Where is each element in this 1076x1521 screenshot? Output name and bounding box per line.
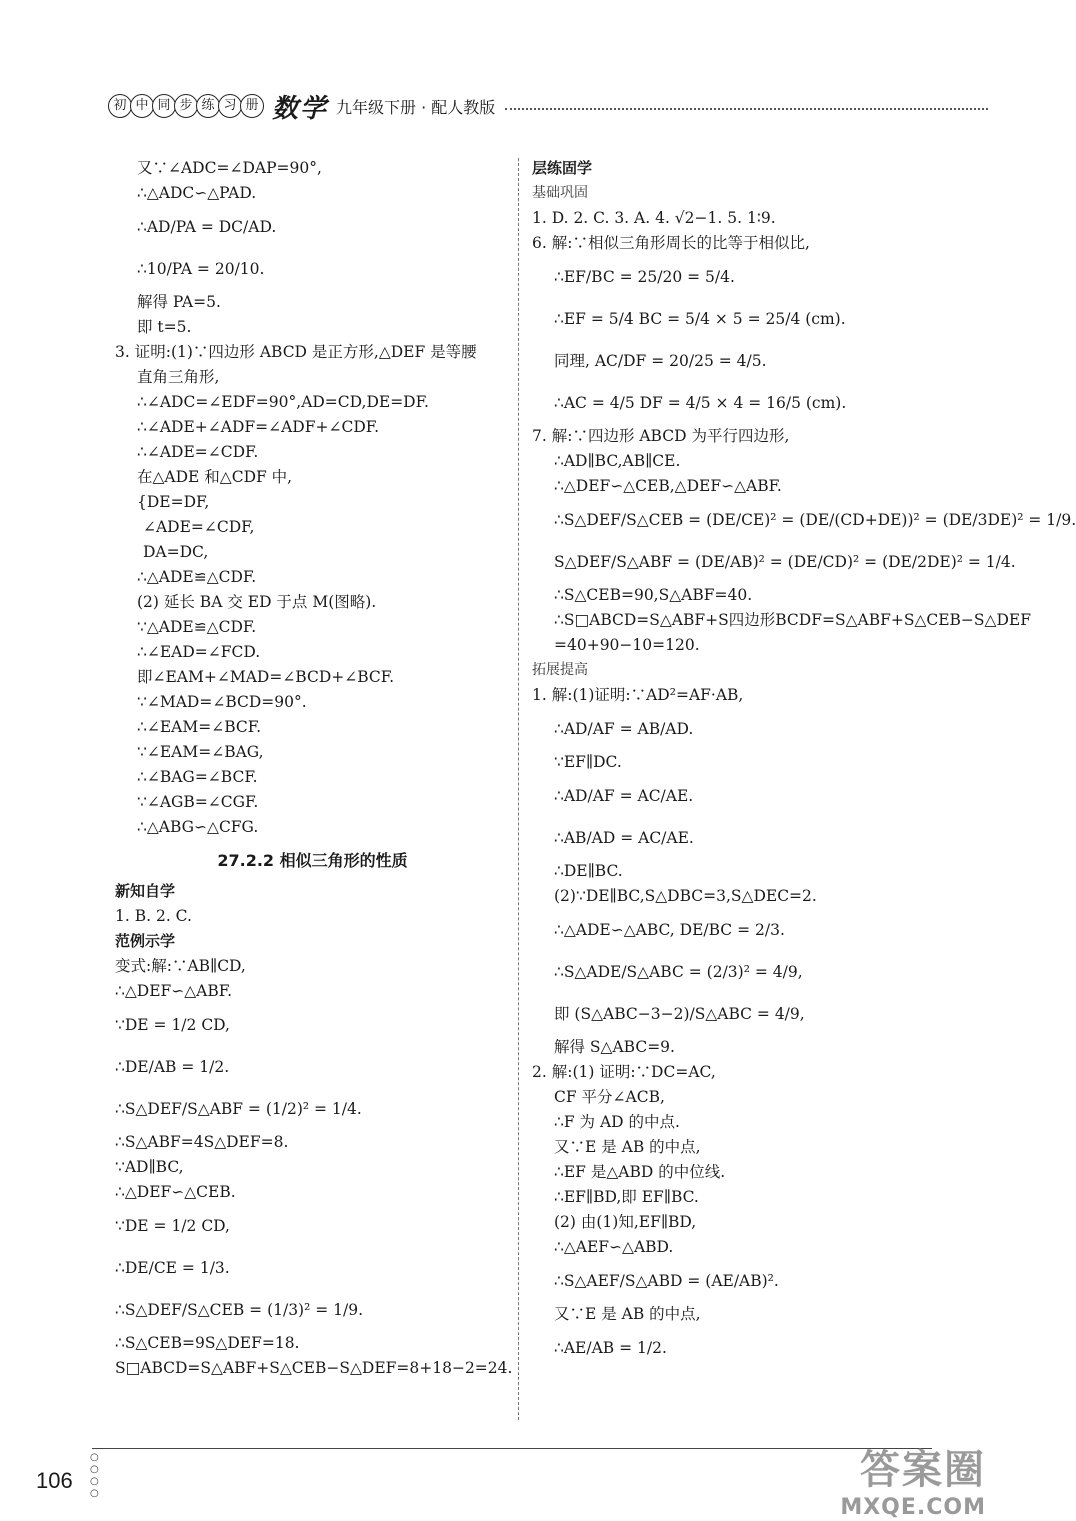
text-line: ∴△DEF∽△CEB. [115, 1183, 236, 1201]
text-line: 6. 解:∵相似三角形周长的比等于相似比, [532, 234, 810, 252]
text-line: 变式:解:∵AB∥CD, [115, 957, 246, 975]
text-line: ∴S△CEB=9S△DEF=18. [115, 1334, 300, 1352]
formula-line: ∴AC = 4/5 DF = 4/5 × 4 = 16/5 (cm). [554, 393, 847, 412]
text-line: 解得 PA=5. [137, 293, 221, 311]
text-line: ∴S△ABF=4S△DEF=8. [115, 1133, 289, 1151]
page-number: 106 [36, 1468, 73, 1493]
text-line: 即∠EAM+∠MAD=∠BCD+∠BCF. [137, 668, 395, 686]
series-char: 练 [196, 94, 220, 118]
formula-line: 即 (S△ABC−3−2)/S△ABC = 4/9, [554, 1004, 805, 1023]
text-line: 1. B. 2. C. [115, 907, 192, 925]
text-line: ∴∠EAM=∠BCF. [137, 718, 262, 736]
series-char: 同 [152, 94, 176, 118]
series-char: 习 [218, 94, 242, 118]
brace-line: {DE=DF, [137, 493, 210, 511]
formula-line: ∴EF = 5/4 BC = 5/4 × 5 = 25/4 (cm). [554, 309, 846, 328]
text-line: =40+90−10=120. [554, 636, 700, 654]
text-line: 又∵∠ADC=∠DAP=90°, [137, 159, 322, 177]
formula-line: ∵DE = 1/2 CD, [115, 1216, 230, 1235]
right-column [532, 156, 1076, 1369]
subsection-heading: 拓展提高 [532, 662, 588, 678]
formula-line: ∴S△AEF/S△ABD = (AE/AB)². [554, 1271, 779, 1290]
formula-line: ∴DE/CE = 1/3. [115, 1258, 230, 1277]
text-line: ∵∠AGB=∠CGF. [137, 793, 259, 811]
text-line: 2. 解:(1) 证明:∵DC=AC, [532, 1063, 716, 1081]
text-line: ∴DE∥BC. [554, 862, 623, 880]
text-line: ∴EF∥BD,即 EF∥BC. [554, 1188, 699, 1206]
formula-line: ∴S△ADE/S△ABC = (2/3)² = 4/9, [554, 962, 803, 981]
text-line: ∵∠MAD=∠BCD=90°. [137, 693, 307, 711]
series-char: 初 [108, 94, 132, 118]
page-number-dots: ○ ○ ○ ○ [90, 1452, 99, 1499]
text-line: ∵EF∥DC. [554, 753, 622, 771]
formula-line: ∴AD/AF = AB/AD. [554, 719, 694, 738]
series-title [108, 94, 262, 118]
text-line: CF 平分∠ACB, [554, 1088, 665, 1106]
series-char: 步 [174, 94, 198, 118]
subsection-heading: 基础巩固 [532, 185, 588, 201]
text-line: ∴△ADC∽△PAD. [137, 184, 257, 202]
formula-line: ∵DE = 1/2 CD, [115, 1015, 230, 1034]
subject-title: 数学 [272, 93, 329, 124]
text-line: ∵AD∥BC, [115, 1158, 184, 1176]
formula-line: ∴AE/AB = 1/2. [554, 1338, 667, 1357]
formula-line: ∴S△DEF/S△CEB = (DE/CE)² = (DE/(CD+DE))² = (DE/3DE)² = 1/9. [554, 510, 1076, 529]
text-line: (2) 由(1)知,EF∥BD, [554, 1213, 697, 1231]
formula-line: ∴△ADE∽△ABC, DE/BC = 2/3. [554, 920, 785, 939]
brace-line: DA=DC, [143, 543, 209, 561]
formula-line: ∴10/PA = 20/10. [137, 259, 265, 278]
text-line: ∴△DEF∽△CEB,△DEF∽△ABF. [554, 477, 782, 495]
formula-line: ∴AD/PA = DC/AD. [137, 217, 277, 236]
text-line: (2)∵DE∥BC,S△DBC=3,S△DEC=2. [554, 887, 817, 905]
footer-rule [92, 1448, 932, 1449]
text-line: (2) 延长 BA 交 ED 于点 M(图略). [137, 593, 377, 611]
text-line: ∵△ADE≌△CDF. [137, 618, 257, 636]
text-line: ∴∠ADE=∠CDF. [137, 443, 259, 461]
text-line: 1. 解:(1)证明:∵AD²=AF·AB, [532, 686, 744, 704]
text-line: ∴△ADE≌△CDF. [137, 568, 257, 586]
text-line: S□ABCD=S△ABF+S△CEB−S△DEF=8+18−2=24. [115, 1359, 513, 1377]
text-line: 在△ADE 和△CDF 中, [137, 468, 293, 486]
text-line: ∴AD∥BC,AB∥CE. [554, 452, 681, 470]
text-line: 即 t=5. [137, 318, 192, 336]
column-divider [518, 158, 519, 1420]
text-line: ∴∠BAG=∠BCF. [137, 768, 258, 786]
brace-line: ∠ADE=∠CDF, [143, 518, 255, 536]
formula-line: ∴DE/AB = 1/2. [115, 1057, 230, 1076]
watermark-url: MXQE.COM [840, 1495, 986, 1520]
text-line: 又∵E 是 AB 的中点, [554, 1138, 701, 1156]
left-column [115, 156, 513, 1381]
text-line: ∵∠EAM=∠BAG, [137, 743, 264, 761]
page-header [108, 88, 988, 124]
section-heading: 范例示学 [115, 932, 176, 950]
section-heading: 层练固学 [532, 159, 593, 177]
text-line: ∴△DEF∽△ABF. [115, 982, 233, 1000]
formula-line: ∴S△DEF/S△ABF = (1/2)² = 1/4. [115, 1099, 362, 1118]
text-line: ∴EF 是△ABD 的中位线. [554, 1163, 726, 1181]
text-line: ∴S△CEB=90,S△ABF=40. [554, 586, 753, 604]
header-dotted-rule [505, 107, 988, 110]
text-line: 1. D. 2. C. 3. A. 4. √2−1. 5. 1∶9. [532, 209, 776, 227]
formula-line: S△DEF/S△ABF = (DE/AB)² = (DE/CD)² = (DE/2DE)² = 1/4. [554, 552, 1016, 571]
text-line: ∴△ABG∽△CFG. [137, 818, 259, 836]
edition-label: 九年级下册 · 配人教版 [336, 97, 496, 117]
text-line: ∴F 为 AD 的中点. [554, 1113, 680, 1131]
series-char: 中 [130, 94, 154, 118]
formula-line: 同理, AC/DF = 20/25 = 4/5. [554, 351, 767, 370]
text-line: ∴∠ADC=∠EDF=90°,AD=CD,DE=DF. [137, 393, 429, 411]
watermark [840, 1438, 986, 1520]
text-line: 解得 S△ABC=9. [554, 1038, 675, 1056]
text-line: ∴S□ABCD=S△ABF+S四边形BCDF=S△ABF+S△CEB−S△DEF [554, 611, 1031, 629]
text-line: 3. 证明:(1)∵四边形 ABCD 是正方形,△DEF 是等腰 [115, 343, 477, 361]
formula-line: ∴AB/AD = AC/AE. [554, 828, 694, 847]
formula-line: ∴EF/BC = 25/20 = 5/4. [554, 267, 735, 286]
text-line: ∴∠EAD=∠FCD. [137, 643, 261, 661]
text-line: 直角三角形, [137, 368, 220, 386]
text-line: 又∵E 是 AB 的中点, [554, 1305, 701, 1323]
formula-line: ∴AD/AF = AC/AE. [554, 786, 694, 805]
series-char: 册 [240, 94, 264, 118]
text-line: 7. 解:∵四边形 ABCD 为平行四边形, [532, 427, 790, 445]
formula-line: ∴S△DEF/S△CEB = (1/3)² = 1/9. [115, 1300, 364, 1319]
text-line: ∴∠ADE+∠ADF=∠ADF+∠CDF. [137, 418, 380, 436]
section-title: 27.2.2 相似三角形的性质 [217, 851, 408, 870]
section-heading: 新知自学 [115, 882, 176, 900]
text-line: ∴△AEF∽△ABD. [554, 1238, 674, 1256]
watermark-logo-text: 答案圈 [860, 1447, 986, 1493]
